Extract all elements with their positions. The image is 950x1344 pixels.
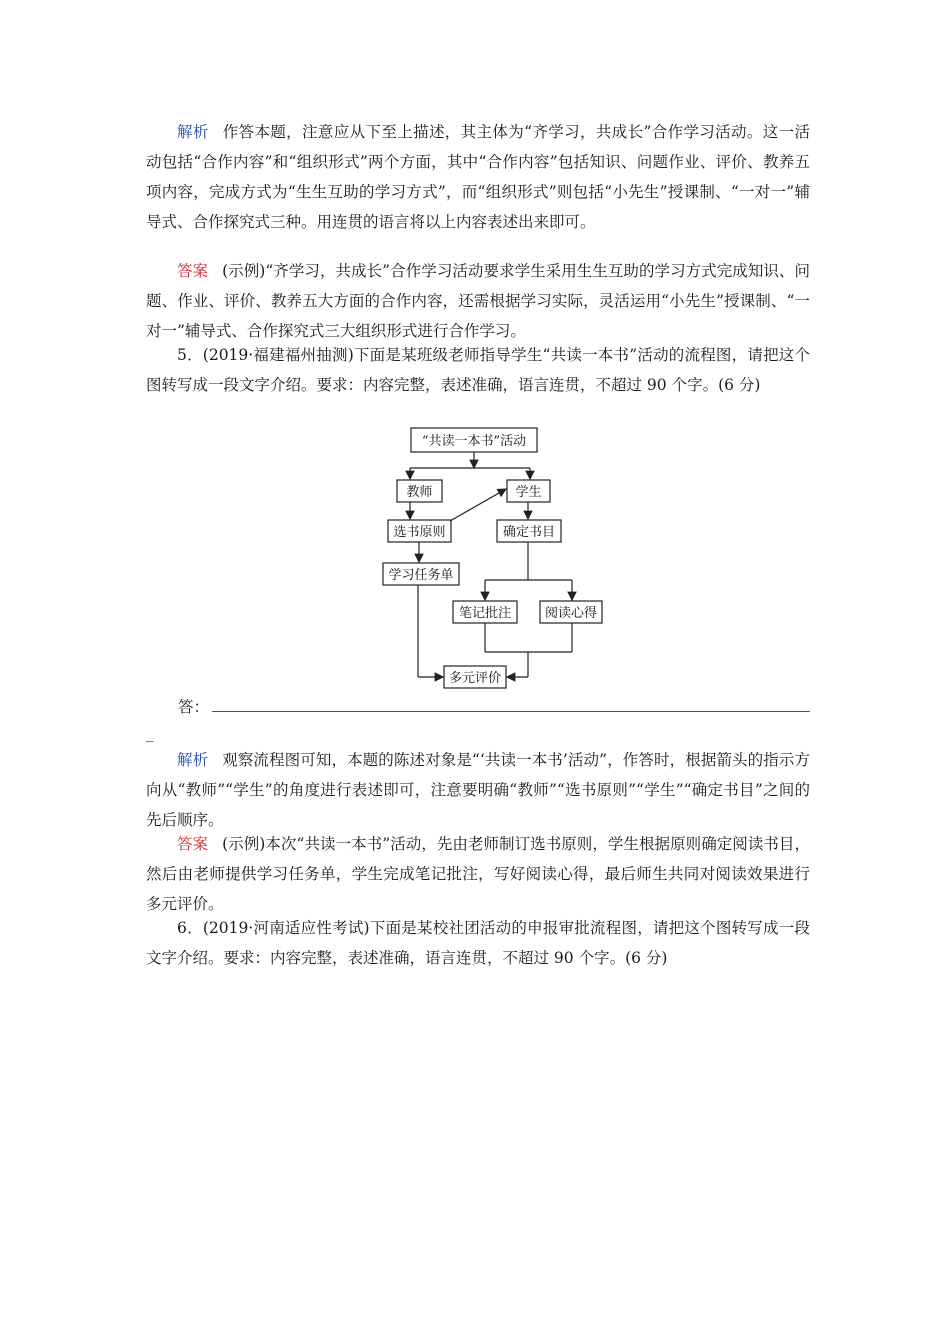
- answer-text: (示例)本次“共读一本书”活动，先由老师制订选书原则，学生根据原则确定阅读书目，然后由老师提供学习任务单，学生完成笔记批注，写好阅读心得，最后师生共同对阅读效果进行多元评价。: [146, 835, 810, 913]
- flowchart: [370, 424, 610, 692]
- answer-paragraph-2: [146, 829, 810, 919]
- flow-label-notes: 笔记批注: [458, 606, 512, 621]
- answer-dash: _: [146, 724, 154, 742]
- answer-text: (示例)“齐学习，共成长”合作学习活动要求学生采用生生互助的学习方式完成知识、问题、作业、评价、教养五大方面的合作内容，还需根据学习实际，灵活运用“小先生”授课制、“一对一”辅导式、合作探究式三大组织形式进行合作学习。: [146, 262, 810, 340]
- analysis-paragraph-1: [146, 117, 810, 237]
- analysis-label: 解析: [177, 123, 209, 141]
- answer-paragraph-1: [146, 256, 810, 346]
- flow-label-booklist: 确定书目: [502, 525, 556, 540]
- flow-label-teacher: 教师: [406, 485, 433, 500]
- answer-label: 答案: [177, 262, 209, 280]
- flow-label-principle: 选书原则: [393, 525, 446, 540]
- answer-prompt-label: 答：: [178, 698, 210, 716]
- question-5: 5．(2019·福建福州抽测)下面是某班级老师指导学生“共读一本书”活动的流程图，请把这个图转写成一段文字介绍。要求：内容完整，表述准确，语言连贯，不超过 90 个字。(6 分): [146, 346, 810, 394]
- answer-blank: [146, 695, 810, 719]
- flow-arrow: [450, 489, 506, 521]
- flow-label-activity: “共读一本书”活动: [421, 434, 527, 449]
- analysis-text: 作答本题，注意应从下至上描述，其主体为“齐学习，共成长”合作学习活动。这一活动包括“合作内容”和“组织形式”两个方面，其中“合作内容”包括知识、问题作业、评价、教养五项内容，完成方式为“生生互助的学习方式”，而“组织形式”则包括“小先生”授课制、“一对一”辅导式、合作探究式三种。用连贯的语言将以上内容表述出来即可。: [146, 123, 810, 231]
- answer-label: 答案: [177, 835, 209, 853]
- analysis-paragraph-2: [146, 745, 810, 835]
- question-6: 6．(2019·河南适应性考试)下面是某校社团活动的申报审批流程图，请把这个图转写成一段文字介绍。要求：内容完整，表述准确，语言连贯，不超过 90 个字。(6 分): [146, 919, 810, 967]
- analysis-label: 解析: [177, 751, 209, 769]
- flow-label-tasksheet: 学习任务单: [388, 568, 454, 583]
- analysis-text: 观察流程图可知，本题的陈述对象是“‘共读一本书’活动”，作答时，根据箭头的指示方向从“教师”“学生”的角度进行表述即可，注意要明确“教师”“选书原则”“学生”“确定书目”之间的先后顺序。: [146, 751, 810, 829]
- flow-label-evaluation: 多元评价: [448, 671, 502, 686]
- flow-label-student: 学生: [515, 485, 542, 500]
- answer-rule: [212, 711, 810, 712]
- flow-label-reflection: 阅读心得: [544, 606, 598, 621]
